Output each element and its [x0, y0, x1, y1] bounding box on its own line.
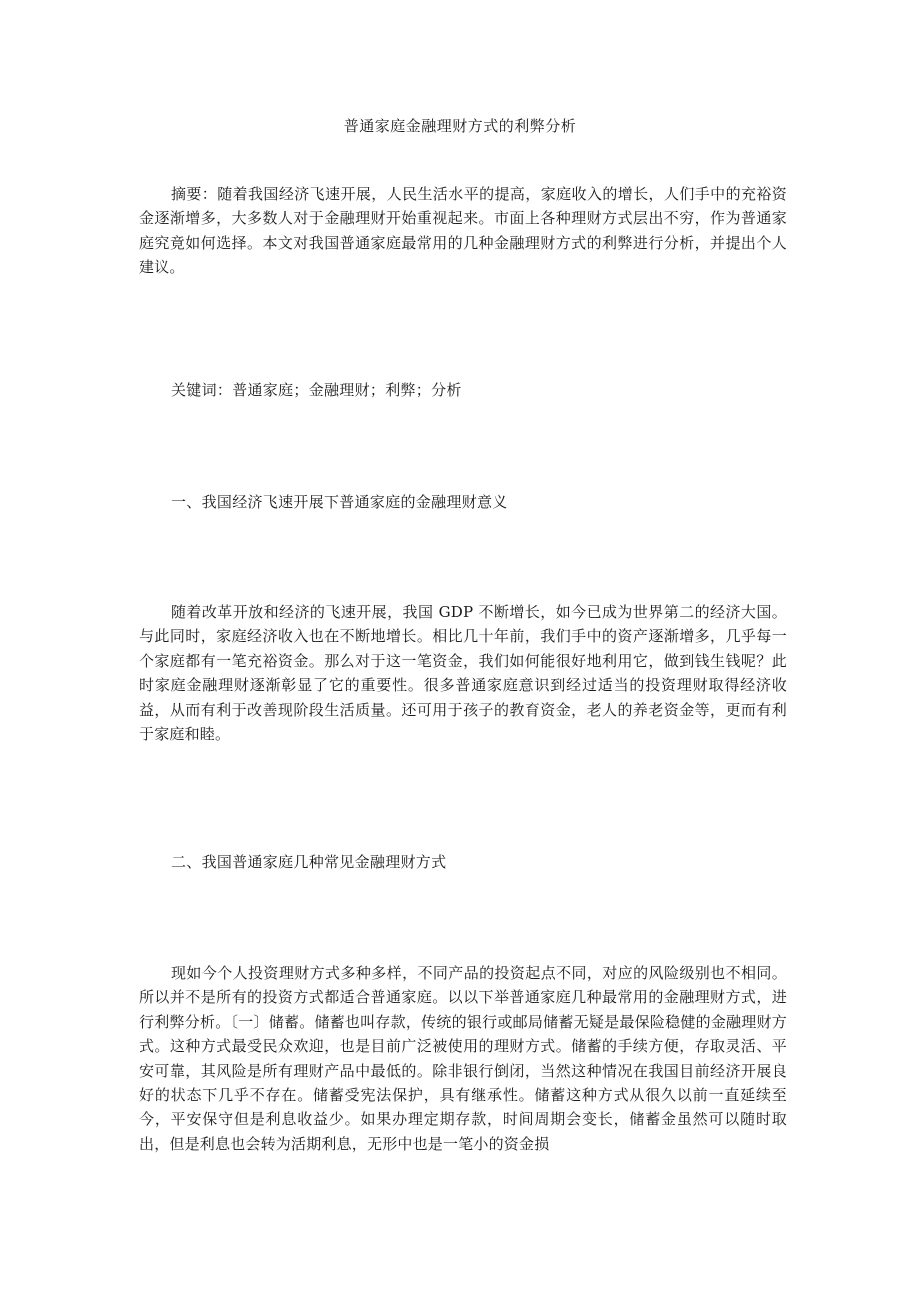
section-1-heading: 一、我国经济飞速开展下普通家庭的金融理财意义	[171, 493, 508, 511]
section-2-heading: 二、我国普通家庭几种常见金融理财方式	[171, 853, 447, 871]
section-1-body: 随着改革开放和经济的飞速开展，我国 GDP 不断增长，如今已成为世界第二的经济大国。与此同时，家庭经济收入也在不断地增长。相比几十年前，我们手中的资产逐渐增多，几乎每一个家庭都有一笔充裕资金。那么对于这一笔资金，我们如何能很好地利用它，做到钱生钱呢？此时家庭金融理财逐渐彰显了它的重要性。很多普通家庭意识到经过适当的投资理财取得经济收益，从而有利于改善现阶段生活质量。还可用于孩子的教育资金，老人的养老资金等，更而有利于家庭和睦。	[139, 603, 787, 744]
keywords-line: 关键词：普通家庭；金融理财；利弊；分析	[171, 381, 462, 399]
abstract-paragraph: 摘要：随着我国经济飞速开展，人民生活水平的提高，家庭收入的增长，人们手中的充裕资金逐渐增多，大多数人对于金融理财开始重视起来。市面上各种理财方式层出不穷，作为普通家庭究竟如何选择。本文对我国普通家庭最常用的几种金融理财方式的利弊进行分析，并提出个人建议。	[139, 185, 787, 277]
section-2-body: 现如今个人投资理财方式多种多样，不同产品的投资起点不同，对应的风险级别也不相同。所以并不是所有的投资方式都适合普通家庭。以以下举普通家庭几种最常用的金融理财方式，进行利弊分析。〔一〕储蓄。储蓄也叫存款，传统的银行或邮局储蓄无疑是最保险稳健的金融理财方式。这种方式最受民众欢迎，也是目前广泛被使用的理财方式。储蓄的手续方便，存取灵活、平安可靠，其风险是所有理财产品中最低的。除非银行倒闭，当然这种情况在我国目前经济开展良好的状态下几乎不存在。储蓄受宪法保护，具有继承性。储蓄这种方式从很久以前一直延续至今，平安保守但是利息收益少。如果办理定期存款，时间周期会变长，储蓄金虽然可以随时取出，但是利息也会转为活期利息，无形中也是一笔小的资金损	[139, 964, 787, 1153]
document-title: 普通家庭金融理财方式的利弊分析	[343, 117, 577, 135]
